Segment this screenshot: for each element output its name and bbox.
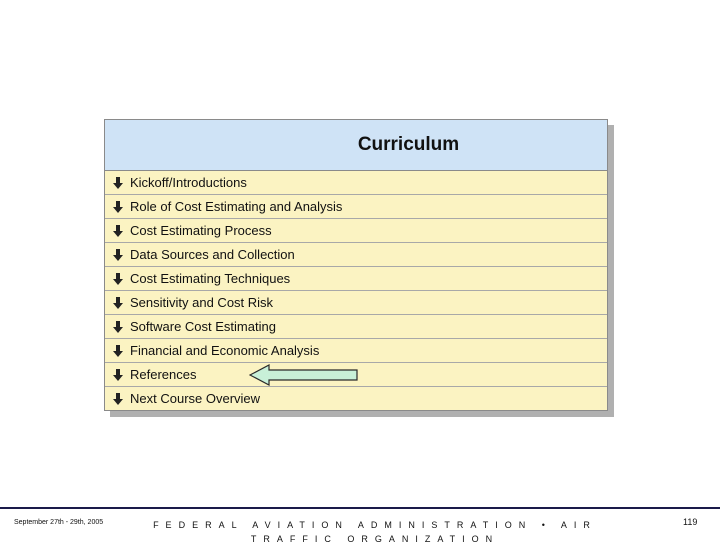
list-item-label: Data Sources and Collection — [130, 247, 295, 262]
list-item — [105, 291, 607, 315]
list-item-label: Sensitivity and Cost Risk — [130, 295, 274, 310]
current-item-arrow-icon — [249, 364, 359, 386]
list-item — [105, 171, 607, 195]
list-item-label: Role of Cost Estimating and Analysis — [130, 199, 343, 214]
list-item-label: Software Cost Estimating — [130, 319, 276, 334]
footer-organization: FEDERAL AVIATION ADMINISTRATION • AIR TRAFFIC ORGANIZATION — [153, 520, 597, 544]
bullet-arrow-icon — [113, 177, 123, 189]
footer-rule — [0, 507, 720, 509]
list-item-label: Next Course Overview — [130, 391, 261, 406]
bullet-arrow-icon — [113, 369, 123, 381]
bullet-arrow-icon — [113, 345, 123, 357]
list-item — [105, 267, 607, 291]
list-item — [105, 339, 607, 363]
list-item-label: Financial and Economic Analysis — [130, 343, 320, 358]
panel-header — [105, 120, 607, 171]
bullet-arrow-icon — [113, 201, 123, 213]
list-item — [105, 315, 607, 339]
list-item — [105, 243, 607, 267]
footer-date: September 27th - 29th, 2005 — [14, 519, 104, 526]
bullet-arrow-icon — [113, 393, 123, 405]
page-number: 119 — [683, 517, 698, 527]
bullet-arrow-icon — [113, 225, 123, 237]
bullet-arrow-icon — [113, 249, 123, 261]
list-item-label: Kickoff/Introductions — [130, 175, 247, 190]
bullet-arrow-icon — [113, 297, 123, 309]
list-item — [105, 219, 607, 243]
list-item-label: Cost Estimating Techniques — [130, 271, 291, 286]
list-item — [105, 195, 607, 219]
bullet-arrow-icon — [113, 321, 123, 333]
list-item-label: References — [130, 367, 197, 382]
list-item — [105, 387, 607, 410]
list-item-label: Cost Estimating Process — [130, 223, 272, 238]
page-title: Curriculum — [357, 134, 460, 155]
bullet-arrow-icon — [113, 273, 123, 285]
